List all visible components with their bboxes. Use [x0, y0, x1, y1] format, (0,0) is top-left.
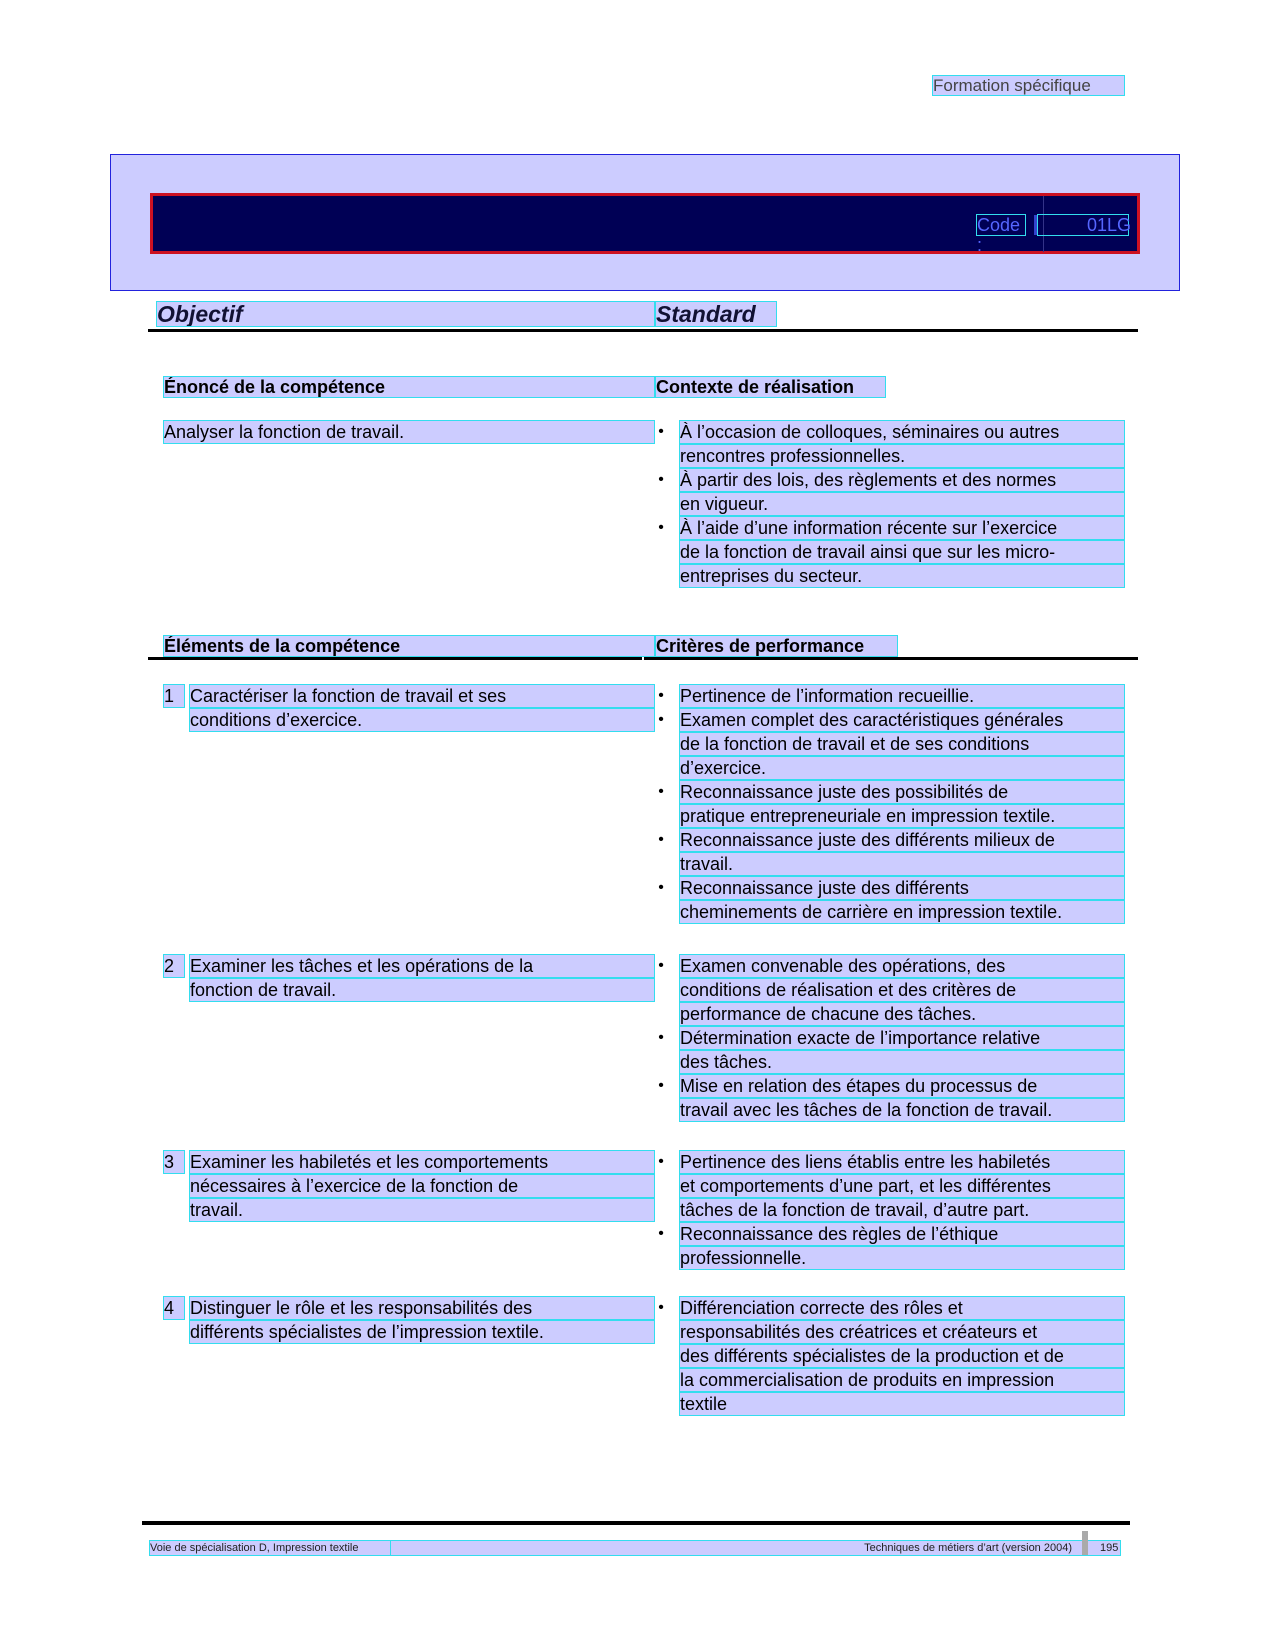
critere-line: Examen convenable des opérations, des — [680, 955, 1124, 977]
critere-line: cheminements de carrière en impression textile. — [680, 901, 1124, 923]
bullet-icon: • — [658, 423, 664, 440]
contexte-line: À l’aide d’une information récente sur l’exercice — [680, 517, 1124, 539]
bullet-icon: • — [658, 519, 664, 536]
element-number: 1 — [164, 685, 184, 707]
critere-line: Pertinence de l’information recueillie. — [680, 685, 1124, 707]
header-rule — [148, 329, 1138, 332]
element-text-line: travail. — [190, 1199, 654, 1221]
critere-line: professionnelle. — [680, 1247, 1124, 1269]
element-text-line: fonction de travail. — [190, 979, 654, 1001]
footer-right-text: Techniques de métiers d’art (version 2004) — [864, 1542, 1072, 1554]
element-text-line: nécessaires à l’exercice de la fonction de — [190, 1175, 654, 1197]
critere-line: performance de chacune des tâches. — [680, 1003, 1124, 1025]
bullet-icon: • — [658, 687, 664, 704]
code-value: 01LG — [1086, 215, 1131, 235]
element-text-line: conditions d’exercice. — [190, 709, 654, 731]
element-text-line: Examiner les habiletés et les comportements — [190, 1151, 654, 1173]
critere-line: Différenciation correcte des rôles et — [680, 1297, 1124, 1319]
bullet-icon: • — [658, 1225, 664, 1242]
critere-line: tâches de la fonction de travail, d’autre part. — [680, 1199, 1124, 1221]
element-text-line: Distinguer le rôle et les responsabilités des — [190, 1297, 654, 1319]
contexte-line: entreprises du secteur. — [680, 565, 1124, 587]
bullet-icon: • — [658, 1077, 664, 1094]
bullet-icon: • — [658, 1299, 664, 1316]
contexte-line: À partir des lois, des règlements et des normes — [680, 469, 1124, 491]
column-objectif: Objectif — [157, 302, 654, 326]
footer-separator — [1082, 1531, 1088, 1555]
critere-line: Reconnaissance des règles de l’éthique — [680, 1223, 1124, 1245]
bullet-icon: • — [658, 783, 664, 800]
critere-line: textile — [680, 1393, 1124, 1415]
critere-line: Mise en relation des étapes du processus de — [680, 1075, 1124, 1097]
bullet-icon: • — [658, 957, 664, 974]
bullet-icon: • — [658, 1029, 664, 1046]
enonce-heading: Énoncé de la compétence — [164, 377, 654, 397]
criteres-heading: Critères de performance — [656, 636, 897, 656]
contexte-line: À l’occasion de colloques, séminaires ou autres — [680, 421, 1124, 443]
critere-line: conditions de réalisation et des critères de — [680, 979, 1124, 1001]
bullet-icon: • — [658, 831, 664, 848]
contexte-line: de la fonction de travail ainsi que sur les micro- — [680, 541, 1124, 563]
critere-line: Reconnaissance juste des différents milieux de — [680, 829, 1124, 851]
critere-line: Examen complet des caractéristiques générales — [680, 709, 1124, 731]
elements-rule-gap — [642, 657, 644, 662]
critere-line: travail avec les tâches de la fonction de travail. — [680, 1099, 1124, 1121]
contexte-heading: Contexte de réalisation — [656, 377, 885, 397]
critere-line: pratique entrepreneuriale en impression textile. — [680, 805, 1124, 827]
critere-line: travail. — [680, 853, 1124, 875]
critere-line: Reconnaissance juste des différents — [680, 877, 1124, 899]
contexte-line: en vigueur. — [680, 493, 1124, 515]
element-number: 3 — [164, 1151, 184, 1173]
critere-line: des différents spécialistes de la production et de — [680, 1345, 1124, 1367]
critere-line: et comportements d’une part, et les différentes — [680, 1175, 1124, 1197]
critere-line: la commercialisation de produits en impression — [680, 1369, 1124, 1391]
contexte-line: rencontres professionnelles. — [680, 445, 1124, 467]
element-text-line: Caractériser la fonction de travail et ses — [190, 685, 654, 707]
footer-rule — [142, 1521, 1130, 1525]
bullet-icon: • — [658, 711, 664, 728]
critere-line: responsabilités des créatrices et créateurs et — [680, 1321, 1124, 1343]
element-text-line: Examiner les tâches et les opérations de la — [190, 955, 654, 977]
critere-line: d’exercice. — [680, 757, 1124, 779]
critere-line: Détermination exacte de l’importance relative — [680, 1027, 1124, 1049]
element-number: 4 — [164, 1297, 184, 1319]
bullet-icon: • — [658, 1153, 664, 1170]
column-standard: Standard — [656, 302, 776, 326]
code-label: Code : — [977, 215, 1025, 235]
critere-line: de la fonction de travail et de ses conditions — [680, 733, 1124, 755]
enonce-text: Analyser la fonction de travail. — [164, 421, 654, 443]
elements-heading: Éléments de la compétence — [164, 636, 654, 656]
element-number: 2 — [164, 955, 184, 977]
page-number: 195 — [1100, 1542, 1119, 1554]
bullet-icon: • — [658, 879, 664, 896]
critere-line: des tâches. — [680, 1051, 1124, 1073]
footer-left-text: Voie de spécialisation D, Impression textile — [150, 1541, 390, 1555]
critere-line: Reconnaissance juste des possibilités de — [680, 781, 1124, 803]
header-title: Formation spécifique — [933, 76, 1124, 95]
critere-line: Pertinence des liens établis entre les habiletés — [680, 1151, 1124, 1173]
element-text-line: différents spécialistes de l’impression textile. — [190, 1321, 654, 1343]
bullet-icon: • — [658, 471, 664, 488]
